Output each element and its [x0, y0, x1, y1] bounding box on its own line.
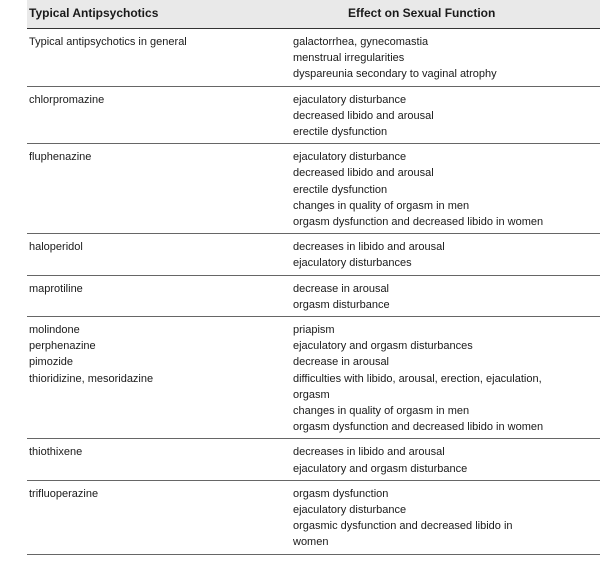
effect-cell [293, 149, 600, 230]
effect-text: decreases in libido and arousal [293, 446, 445, 459]
effect-cell [293, 322, 600, 435]
drug-name: Typical antipsychotics in general [29, 36, 187, 48]
drug-cell [27, 34, 293, 83]
table-body [27, 29, 600, 555]
table-row [27, 317, 600, 439]
effect-text: ejaculatory disturbances [293, 257, 412, 270]
effect-text: decreases in libido and arousal [293, 241, 445, 254]
effect-text: orgasm dysfunction [293, 487, 389, 500]
drug-name: haloperidol [29, 241, 83, 254]
effect-text: menstrual irregularities [293, 52, 405, 65]
effect-text: ejaculatory disturbance [293, 504, 407, 517]
effect-text: difficulties with libido, arousal, erection, ejaculation, [293, 372, 542, 385]
table-row [27, 144, 600, 234]
drug-name: trifluoperazine [29, 487, 99, 500]
effect-text: changes in quality of orgasm in men [293, 199, 470, 212]
effect-cell [293, 239, 600, 271]
effect-text: dyspareunia secondary to vaginal atrophy [293, 68, 497, 81]
effect-text: orgasm disturbance [293, 298, 390, 311]
table-header [27, 0, 600, 29]
drug-name: maprotiline [29, 282, 83, 295]
drug-name: thiothixene [29, 446, 83, 459]
effect-text: orgasm dysfunction and decreased libido in women [293, 216, 544, 229]
effect-cell [293, 92, 600, 141]
effect-text: changes in quality of orgasm in men [293, 405, 470, 418]
drug-cell [27, 444, 293, 476]
effect-text: decrease in arousal [293, 282, 390, 295]
effect-text: priapism [293, 324, 335, 337]
effect-cell [293, 486, 600, 551]
effect-text: orgasmic dysfunction and decreased libido in [293, 520, 513, 533]
effect-cell [293, 444, 600, 476]
effect-text: galactorrhea, gynecomastia [293, 36, 429, 48]
effect-text: ejaculatory and orgasm disturbances [293, 340, 473, 353]
drug-cell [27, 322, 293, 435]
effect-text: women [293, 536, 329, 549]
drug-cell [27, 281, 293, 313]
drug-name: thioridizine, mesoridazine [29, 372, 154, 385]
table-row [27, 439, 600, 480]
effect-text: erectile dysfunction [293, 126, 388, 139]
drug-cell [27, 92, 293, 141]
table-row [27, 234, 600, 275]
drug-name: fluphenazine [29, 151, 92, 164]
drug-cell [27, 149, 293, 230]
effect-text: ejaculatory disturbance [293, 151, 407, 164]
effect-text: orgasm [293, 388, 330, 401]
table-row [27, 481, 600, 555]
drug-name: molindone [29, 324, 80, 337]
table-row [27, 29, 600, 87]
antipsychotics-table [27, 0, 600, 555]
drug-name: pimozide [29, 356, 74, 369]
header-drug-column: Typical Antipsychotics [29, 6, 159, 20]
effect-text: ejaculatory and orgasm disturbance [293, 462, 468, 475]
effect-text: decreased libido and arousal [293, 167, 434, 180]
effect-text: decrease in arousal [293, 356, 390, 369]
drug-name: perphenazine [29, 340, 96, 353]
effect-cell [293, 34, 600, 83]
drug-cell [27, 486, 293, 551]
effect-text: orgasm dysfunction and decreased libido in women [293, 421, 544, 434]
table-row [27, 87, 600, 145]
effect-cell [293, 281, 600, 313]
effect-text: erectile dysfunction [293, 183, 388, 196]
header-effect-column: Effect on Sexual Function [348, 6, 496, 20]
effect-text: decreased libido and arousal [293, 109, 434, 122]
drug-cell [27, 239, 293, 271]
effect-text: ejaculatory disturbance [293, 93, 407, 106]
table-row [27, 276, 600, 317]
drug-name: chlorpromazine [29, 93, 105, 106]
